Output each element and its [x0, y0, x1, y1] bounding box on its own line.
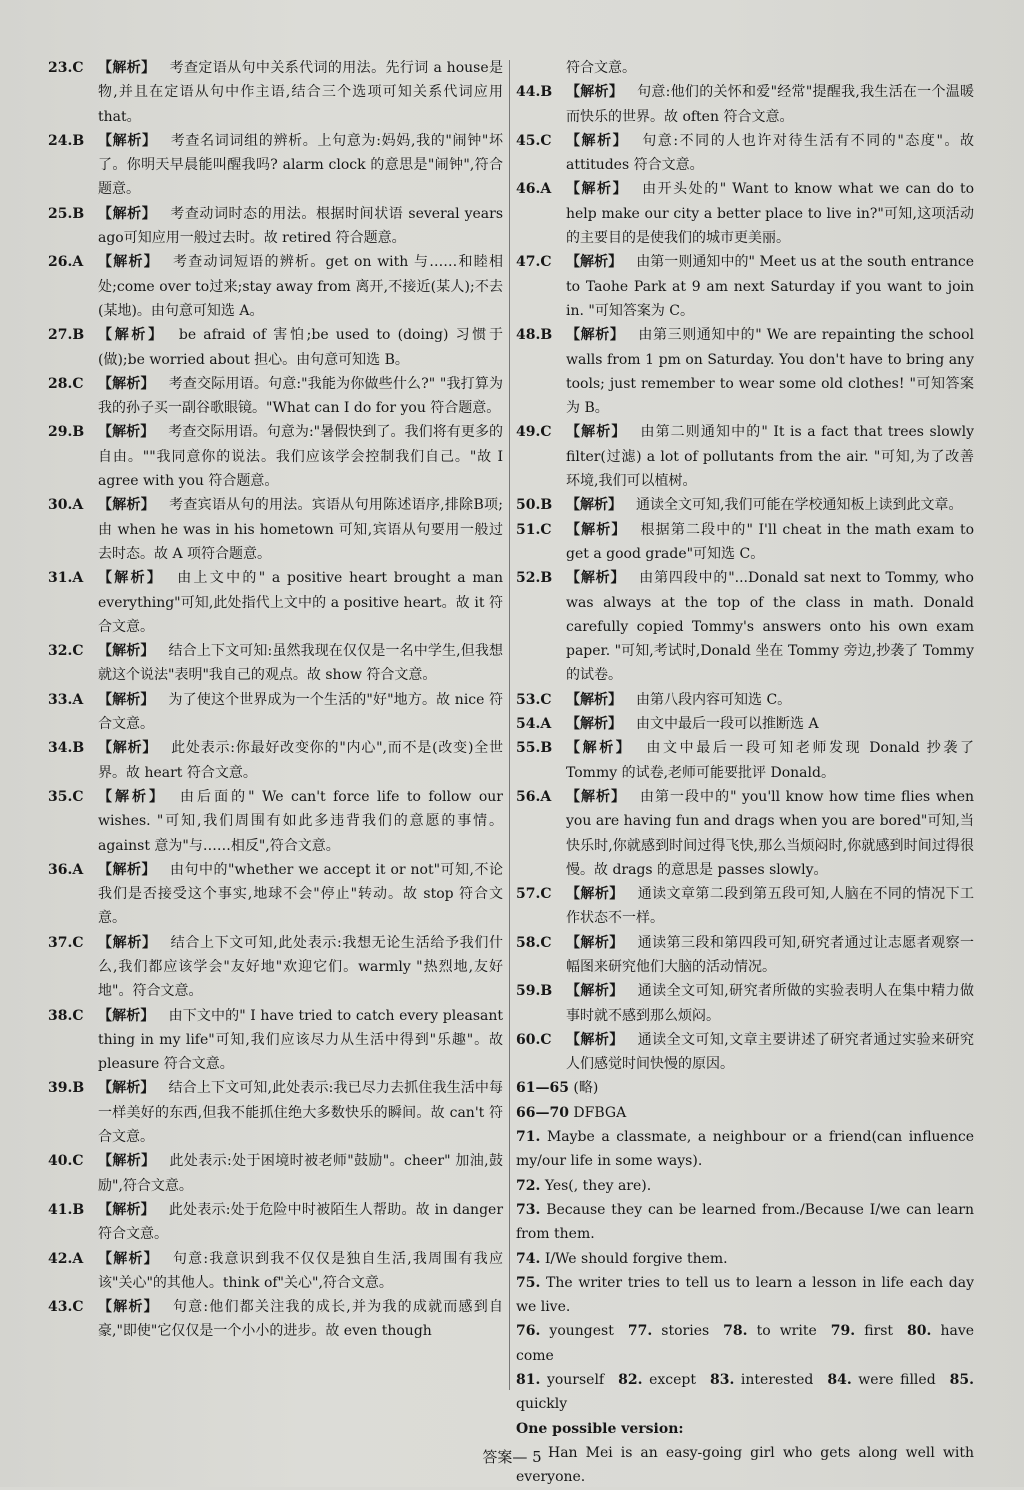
answer-number: 85. — [949, 1372, 975, 1389]
answer-text: interested — [740, 1372, 814, 1389]
answer-number: 25.B — [48, 205, 85, 222]
analysis-text: 句意:他们都关注我的成长,并为我的成就而感到自豪,"即使"它仅仅是一个小小的进步。故 even though — [98, 1299, 504, 1340]
answer-number: 34.B — [48, 740, 85, 757]
answer-number: 37.C — [48, 934, 84, 951]
answer-number: 71. — [516, 1129, 541, 1146]
answer-text: yourself — [546, 1372, 605, 1389]
answer-number: 81. — [516, 1372, 541, 1389]
answer-number: 41.B — [48, 1201, 85, 1218]
analysis-text: 结合上下文可知:虽然我现在仅仅是一名中学生,但我想就这个说法"表明"我自己的观点。故 show 符合文意。 — [98, 643, 503, 684]
analysis-text: 考查动词短语的辨析。get on with 与……和睦相处;come over to过来;stay away from 离开,不接近(某人);不去(某地)。由句意可知选 A。 — [98, 254, 503, 319]
answer-number: 60.C — [516, 1031, 552, 1048]
analysis-text: 由句中的"whether we accept it or not"可知,不论我们是否接受这个事实,地球不会"停止"转动。故 stop 符合文意。 — [98, 861, 504, 927]
short-answers — [516, 1076, 974, 1319]
analysis-text: 由第一则通知中的" Meet us at the south entrance to Taohe Park at 9 am next Saturday if you want to join in. "可知答案为 C。 — [566, 254, 974, 319]
analysis-tag: 【解析】 — [98, 327, 165, 344]
analysis-tag: 【解析】 — [566, 740, 633, 757]
answer-text: quickly — [516, 1396, 568, 1413]
answer-number: 55.B — [516, 740, 553, 757]
answer-entry — [48, 493, 503, 566]
analysis-tag: 【解析】 — [98, 740, 158, 757]
answer-entry — [516, 129, 974, 178]
short-answer — [516, 1271, 974, 1320]
analysis-text: 通读文章第二段到第五段可知,人脑在不同的情况下工作状态不一样。 — [566, 886, 975, 927]
answer-number: 76. — [516, 1323, 541, 1340]
analysis-tag: 【解析】 — [566, 132, 629, 149]
answer-number: 73. — [516, 1201, 541, 1218]
analysis-tag: 【解析】 — [98, 1201, 155, 1218]
analysis-tag: 【解析】 — [566, 788, 627, 805]
analysis-text: 结合上下文可知,此处表示:我已尽力去抓住我生活中每一样美好的东西,但我不能抓住绝大多数快乐的瞬间。故 can't 符合文意。 — [98, 1080, 503, 1146]
answer-entry — [516, 736, 974, 785]
answer-entry — [516, 250, 974, 323]
answer-number: 31.A — [48, 570, 84, 587]
answer-number: 61—65 — [516, 1080, 569, 1097]
analysis-text: 通读全文可知,我们可能在学校通知板上读到此文章。 — [636, 497, 963, 514]
answer-number: 36.A — [48, 861, 84, 878]
analysis-text: 由第三则通知中的" We are repainting the school walls from 1 pm on Saturday. You don't have to bring any tools; just remember to wear some old clothes! "可知答案为 B。 — [566, 327, 974, 417]
analysis-text: 由文中最后一段可知老师发现 Donald 抄袭了 Tommy 的试卷,老师可能要批评 Donald。 — [566, 740, 975, 781]
answer-number: 38.C — [48, 1007, 84, 1024]
analysis-tag: 【解析】 — [98, 643, 155, 660]
analysis-tag: 【解析】 — [98, 375, 155, 392]
answer-number: 72. — [516, 1177, 541, 1194]
answer-entry — [48, 639, 503, 688]
answer-text: DFBGA — [573, 1104, 627, 1121]
answer-number: 66—70 — [516, 1104, 569, 1121]
analysis-text: 此处表示:处于危险中时被陌生人帮助。故 in danger 符合文意。 — [98, 1201, 504, 1243]
answer-entry — [48, 420, 503, 493]
short-answer — [516, 1198, 974, 1247]
analysis-text: 由后面的" We can't force life to follow our wishes. "可知,我们周围有如此多违背我们的意愿的事情。against 意为"与……相反",符合文意。 — [98, 788, 503, 854]
answer-text: have come — [516, 1323, 975, 1364]
answer-number: 23.C — [48, 60, 84, 76]
short-answer — [516, 1125, 974, 1174]
analysis-tag: 【解析】 — [98, 132, 157, 149]
answer-entry — [516, 420, 974, 493]
answer-entry — [516, 80, 974, 129]
analysis-tag: 【解析】 — [566, 1031, 624, 1048]
answer-text: I/We should forgive them. — [544, 1250, 728, 1267]
analysis-tag: 【解析】 — [98, 205, 157, 222]
analysis-tag: 【解析】 — [566, 570, 626, 587]
answer-entry — [48, 858, 503, 931]
answer-number: 50.B — [516, 497, 553, 514]
answer-number: 39.B — [48, 1080, 85, 1097]
answer-number: 40.C — [48, 1153, 84, 1170]
answer-number: 78. — [723, 1323, 748, 1340]
answer-number: 35.C — [48, 788, 84, 805]
answer-entry — [48, 56, 503, 129]
analysis-text: 此处表示:处于困境时被老师"鼓励"。cheer" 加油,鼓励",符合文意。 — [98, 1153, 503, 1194]
analysis-tag: 【解析】 — [98, 861, 157, 878]
answer-number: 51.C — [516, 521, 552, 538]
answer-entry — [48, 1198, 503, 1247]
answer-number: 45.C — [516, 132, 552, 149]
analysis-tag: 【解析】 — [566, 181, 629, 198]
analysis-tag: 【解析】 — [566, 716, 622, 733]
answer-number: 75. — [516, 1274, 541, 1291]
answer-number: 56.A — [516, 788, 552, 805]
answer-number: 84. — [827, 1372, 852, 1389]
answer-entry — [48, 1076, 503, 1149]
analysis-tag: 【解析】 — [566, 886, 624, 903]
analysis-tag: 【解析】 — [566, 327, 625, 344]
answer-number: 26.A — [48, 254, 84, 271]
short-answer — [516, 1101, 974, 1125]
analysis-text: 句意:我意识到我不仅仅是独自生活,我周围有我应该"关心"的其他人。think of"关心",符合文意。 — [98, 1250, 504, 1291]
analysis-text: 考查定语从句中关系代词的用法。先行词 a house是物,并且在定语从句中作主语,结合三个选项可知关系代词应用 that。 — [98, 60, 503, 125]
answer-text: Yes(, they are). — [544, 1177, 652, 1194]
answer-number: 24.B — [48, 132, 85, 149]
analysis-tag: 【解析】 — [98, 570, 164, 587]
right-column — [516, 56, 974, 1490]
answer-number: 44.B — [516, 84, 553, 101]
answer-number: 82. — [618, 1372, 643, 1389]
analysis-tag: 【解析】 — [566, 934, 624, 951]
answer-number: 80. — [907, 1323, 932, 1340]
analysis-text: be afraid of 害怕;be used to (doing) 习惯于(做);be worried about 担心。由句意可知选 B。 — [98, 327, 503, 368]
analysis-text: 通读第三段和第四段可知,研究者通过让志愿者观察一幅图来研究他们大脑的活动情况。 — [566, 934, 975, 975]
version-text: Han Mei is an easy-going girl who gets along well with everyone. — [516, 1444, 974, 1486]
page-footer: 答案— 5 — [482, 1448, 542, 1466]
analysis-tag: 【解析】 — [566, 424, 627, 441]
answer-number: 29.B — [48, 424, 85, 441]
analysis-text: 句意:他们的关怀和爱"经常"提醒我,我生活在一个温暖而快乐的世界。故 often 符合文意。 — [566, 84, 975, 125]
analysis-text: 由第一段中的" you'll know how time flies when you are having fun and drags when you are bored"可知,当快乐时,你就感到时间过得飞快,那么当烦闷时,你就感到时间过得很慢。故 drags 的意思是 passes slowly。 — [566, 788, 975, 878]
answer-number: 47.C — [516, 254, 552, 271]
answer-entry — [516, 931, 974, 980]
answer-text: except — [649, 1372, 696, 1389]
answer-entry — [516, 566, 974, 687]
analysis-text: 由开头处的" Want to know what we can do to help make our city a better place to live in?"可知,这项活动的主要目的是使我们的城市更美丽。 — [566, 181, 975, 247]
analysis-tag: 【解析】 — [98, 1153, 156, 1170]
analysis-text: 为了使这个世界成为一个生活的"好"地方。故 nice 符合文意。 — [98, 691, 504, 733]
answer-entry — [48, 785, 503, 858]
answer-number: 42.A — [48, 1250, 84, 1267]
analysis-tag: 【解析】 — [566, 84, 624, 101]
answer-text: (略) — [573, 1080, 599, 1097]
analysis-text: 通读全文可知,研究者所做的实验表明人在集中精力做事时就不感到那么烦闷。 — [566, 983, 975, 1024]
fill-row-1 — [516, 1319, 974, 1368]
analysis-tag: 【解析】 — [566, 983, 624, 1000]
answer-entry — [516, 712, 974, 736]
answer-entry — [516, 882, 974, 931]
continuation-line — [516, 56, 974, 80]
answer-entry — [516, 323, 974, 420]
analysis-tag: 【解析】 — [566, 497, 622, 514]
answer-number: 27.B — [48, 327, 85, 344]
answer-entry — [48, 566, 503, 639]
answer-entry — [48, 1295, 503, 1344]
answer-text: were filled — [858, 1372, 936, 1389]
answer-number: 49.C — [516, 424, 552, 441]
analysis-tag: 【解析】 — [98, 1080, 155, 1097]
answer-number: 53.C — [516, 691, 552, 708]
answer-entry — [516, 177, 974, 250]
analysis-tag: 【解析】 — [98, 934, 157, 951]
answer-number: 28.C — [48, 375, 84, 392]
fill-row-2 — [516, 1368, 974, 1417]
answer-number: 30.A — [48, 497, 84, 514]
answer-entry — [48, 202, 503, 251]
continuation-text: 符合文意。 — [566, 60, 636, 76]
answer-entry — [48, 736, 503, 785]
answer-number: 46.A — [516, 181, 552, 198]
answer-number: 33.A — [48, 691, 84, 708]
short-answer — [516, 1174, 974, 1198]
answer-entry — [48, 931, 503, 1004]
answer-number: 32.C — [48, 643, 84, 660]
version-heading: One possible version: — [516, 1420, 684, 1437]
analysis-text: 由上文中的" a positive heart brought a man everything"可知,此处指代上文中的 a positive heart。故 it 符合文意。 — [98, 570, 503, 635]
analysis-text: 考查名词词组的辨析。上句意为:妈妈,我的"闹钟"坏了。你明天早晨能叫醒我吗? alarm clock 的意思是"闹钟",符合题意。 — [98, 132, 504, 198]
answer-entry — [48, 129, 503, 202]
answer-number: 59.B — [516, 983, 553, 1000]
answer-entry — [516, 493, 974, 517]
answer-number: 74. — [516, 1250, 541, 1267]
analysis-text: 由第八段内容可知选 C。 — [636, 691, 792, 708]
analysis-text: 根据第二段中的" I'll cheat in the math exam to get a good grade"可知选 C。 — [566, 521, 975, 562]
analysis-text: 句意:不同的人也许对待生活有不同的"态度"。故 attitudes 符合文意。 — [566, 132, 974, 174]
answer-text: Maybe a classmate, a neighbour or a friend(can influence my/our life in some ways). — [516, 1129, 974, 1170]
short-answer — [516, 1076, 974, 1100]
analysis-tag: 【解析】 — [98, 424, 155, 441]
analysis-text: 此处表示:你最好改变你的"内心",而不是(改变)全世界。故 heart 符合文意。 — [98, 740, 504, 781]
answer-text: to write — [756, 1323, 817, 1340]
answer-text: stories — [661, 1323, 710, 1340]
analysis-tag: 【解析】 — [98, 1250, 159, 1267]
answer-entry — [516, 688, 974, 712]
answer-entry — [48, 372, 503, 421]
answer-number: 77. — [627, 1323, 653, 1340]
answer-number: 43.C — [48, 1299, 84, 1316]
analysis-tag: 【解析】 — [566, 691, 622, 708]
column-divider — [509, 60, 510, 1390]
analysis-text: 考查交际用语。句意:"我能为你做些什么?" "我打算为我的孙子买一副谷歌眼镜。"What can I do for you 符合题意。 — [98, 375, 503, 417]
right-entries — [516, 80, 974, 1076]
answer-entry — [48, 1247, 503, 1296]
left-column — [48, 56, 503, 1344]
answer-entry — [48, 250, 503, 323]
analysis-text: 考查动词时态的用法。根据时间状语 several years ago可知应用一般过去时。故 retired 符合题意。 — [98, 205, 504, 247]
answer-entry — [516, 979, 974, 1028]
analysis-tag: 【解析】 — [98, 691, 155, 708]
analysis-tag: 【解析】 — [98, 60, 156, 76]
analysis-text: 由下文中的" I have tried to catch every pleasant thing in my life"可知,我们应该尽力从生活中得到"乐趣"。故 pleasure 符合文意。 — [98, 1007, 503, 1073]
answer-number: 58.C — [516, 934, 552, 951]
analysis-tag: 【解析】 — [566, 521, 627, 538]
analysis-text: 由第四段中的"...Donald sat next to Tommy, who was always at the top of the class in math. Donald carefully copied Tommy's answers onto his own exam paper. "可知,考试时,Donald 坐在 Tommy 旁边,抄袭了 Tommy 的试卷。 — [566, 570, 974, 684]
answer-text: youngest — [549, 1323, 614, 1340]
answer-entry — [516, 785, 974, 882]
analysis-text: 由第二则通知中的" It is a fact that trees slowly filter(过滤) a lot of pollutants from the air. "可知,为了改善环境,我们可以植树。 — [566, 424, 975, 490]
answer-number: 83. — [709, 1372, 735, 1389]
answer-entry — [48, 688, 503, 737]
analysis-text: 考查宾语从句的用法。宾语从句用陈述语序,排除B项;由 when he was in his hometown 可知,宾语从句要用一般过去时态。故 A 项符合题意。 — [98, 497, 503, 562]
answer-entry — [516, 518, 974, 567]
short-answer — [516, 1247, 974, 1271]
answer-entry — [516, 1028, 974, 1077]
analysis-text: 结合上下文可知,此处表示:我想无论生活给予我们什么,我们都应该学会"友好地"欢迎它们。warmly "热烈地,友好地"。符合文意。 — [98, 934, 504, 1000]
answer-number: 57.C — [516, 886, 552, 903]
analysis-text: 由文中最后一段可以推断选 A — [636, 716, 819, 733]
answer-number: 54.A — [516, 716, 552, 733]
analysis-tag: 【解析】 — [98, 254, 159, 271]
answer-text: first — [864, 1323, 894, 1340]
answer-text: The writer tries to tell us to learn a lesson in life each day we live. — [516, 1274, 975, 1316]
analysis-text: 考查交际用语。句意为:"暑假快到了。我们将有更多的自由。""我同意你的说法。我们应该学会控制我们自己。"故 I agree with you 符合题意。 — [98, 424, 504, 490]
answer-entry — [48, 1149, 503, 1198]
answer-number: 48.B — [516, 327, 553, 344]
answer-entry — [48, 1004, 503, 1077]
answer-number: 52.B — [516, 570, 553, 587]
analysis-text: 通读全文可知,文章主要讲述了研究者通过实验来研究人们感觉时间快慢的原因。 — [566, 1031, 975, 1073]
answer-text: Because they can be learned from./Because I/we can learn from them. — [516, 1201, 975, 1243]
analysis-tag: 【解析】 — [566, 254, 623, 271]
analysis-tag: 【解析】 — [98, 788, 167, 805]
analysis-tag: 【解析】 — [98, 497, 156, 514]
answer-entry — [48, 323, 503, 372]
analysis-tag: 【解析】 — [98, 1007, 155, 1024]
answer-number: 79. — [830, 1323, 856, 1340]
analysis-tag: 【解析】 — [98, 1299, 159, 1316]
